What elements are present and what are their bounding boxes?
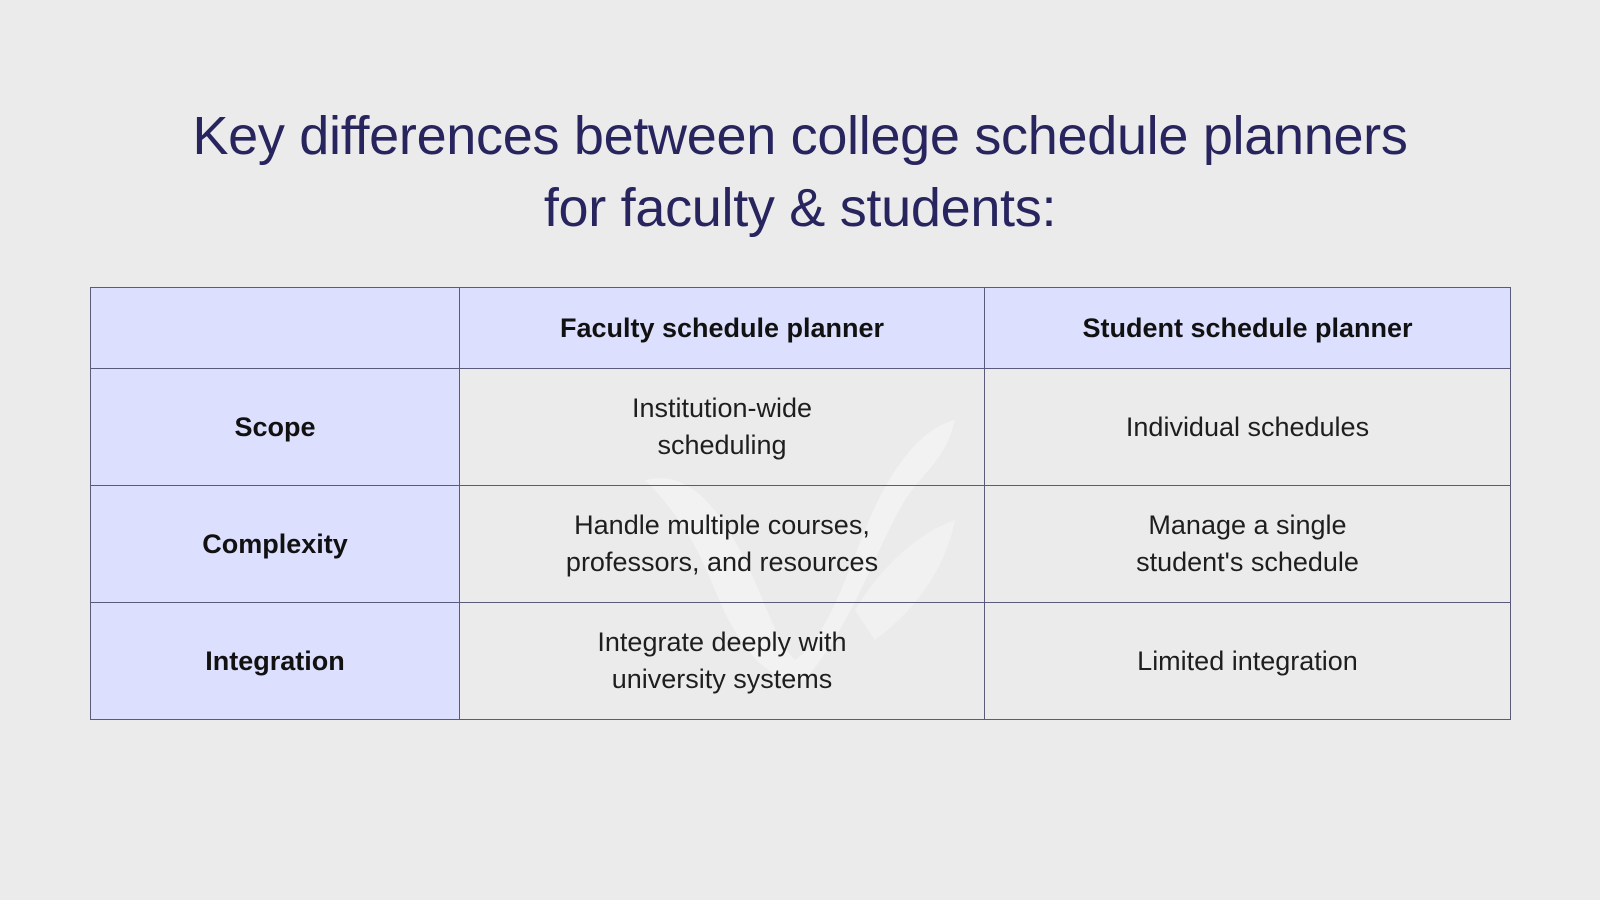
table-row <box>91 486 1511 603</box>
header-faculty: Faculty schedule planner <box>460 288 985 369</box>
table-row <box>91 603 1511 720</box>
faculty-cell: Institution-wide scheduling <box>460 369 985 486</box>
header-student: Student schedule planner <box>985 288 1511 369</box>
row-label: Scope <box>91 369 460 486</box>
comparison-table <box>90 287 1511 720</box>
student-cell: Manage a single student's schedule <box>985 486 1511 603</box>
header-row <box>91 288 1511 369</box>
header-empty-cell <box>91 288 460 369</box>
table-row <box>91 369 1511 486</box>
page-title <box>0 100 1600 244</box>
row-label: Integration <box>91 603 460 720</box>
row-label: Complexity <box>91 486 460 603</box>
faculty-cell: Handle multiple courses, professors, and resources <box>460 486 985 603</box>
faculty-cell: Integrate deeply with university systems <box>460 603 985 720</box>
student-cell: Individual schedules <box>985 369 1511 486</box>
student-cell: Limited integration <box>985 603 1511 720</box>
title-line-2: for faculty & students: <box>543 178 1057 238</box>
title-line-1: Key differences between college schedule planners <box>192 106 1408 166</box>
